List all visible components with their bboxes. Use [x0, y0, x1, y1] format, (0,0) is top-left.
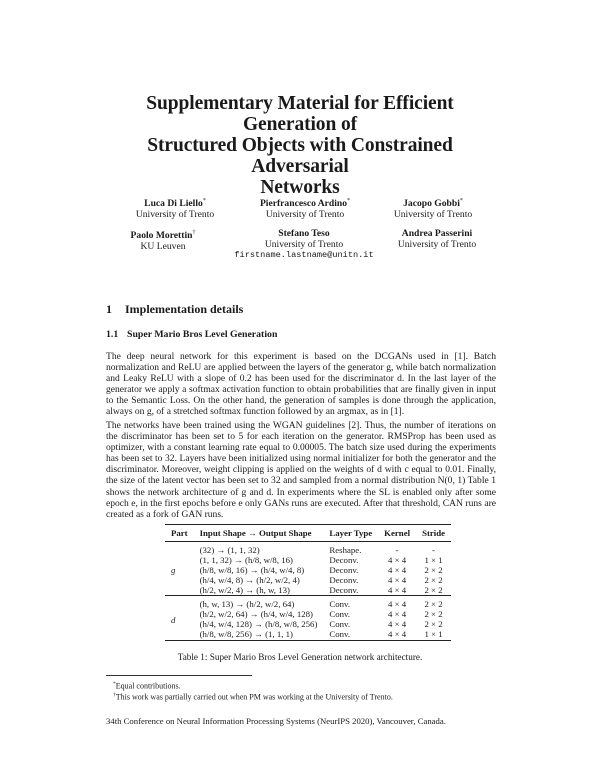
table-row: [165, 629, 451, 641]
table-caption: Table 1: Super Mario Bros Level Generation network architecture.: [177, 652, 423, 662]
footnote-mark: †: [113, 692, 116, 698]
kernel-cell: 4 × 4: [388, 619, 407, 629]
table-row: [165, 609, 451, 619]
author-name: Luca Di Liello: [144, 198, 203, 210]
author-block: [240, 196, 370, 220]
table-row: [165, 555, 451, 565]
paper-title: [100, 93, 500, 198]
author-block: [118, 228, 208, 252]
author-block: [378, 196, 488, 220]
author-email: firstname.lastname@unitn.it: [234, 250, 374, 260]
footnote-text: This work was partially carried out when PM was working at the University of Trento.: [115, 692, 393, 702]
subsection-number: 1.1: [106, 329, 119, 340]
part-cell: g: [171, 565, 176, 575]
paragraph: The networks have been trained using the WGAN guidelines [2]. Thus, the number of iterations on the discriminator has been set to 5 for each iteration on the generator. RMSProp has been used as optimizer, with a constant learning rate equal to 0.00005. The batch size used during the experiments has been set to 32. Layers have been initialized using normal initializer for both the generator and the discriminator. Moreover, weight clipping is applied on the weights of d with c equal to 0.01. Finally, the size of the latent vector has been set to 32 and sampled from a normal distribution N(0, 1) Table 1 shows the network architecture of g and d. In experiments where the SL is enabled only after some epoch e, in the first epochs before e only GANs runs are executed. After that threshold, CAN runs are created as a fork of GAN runs.: [106, 420, 496, 520]
shape-cell: (32) → (1, 1, 32): [199, 545, 260, 555]
footnote-text: Equal contributions.: [115, 681, 181, 691]
stride-cell: -: [432, 545, 436, 555]
kernel-cell: 4 × 4: [378, 629, 416, 641]
subsection-heading: [106, 329, 277, 340]
section-number: 1: [106, 302, 112, 316]
footnote-mark: *: [113, 681, 116, 687]
paragraph: The deep neural network for this experiment is based on the DCGANs used in [1]. Batch normalization and ReLU are applied between the layers of the generator g, while batch normalization and Leaky ReLU with a slope of 0.2 has been used for the discriminator d. In the last layer of the generator we apply a softmax activation function to obtain probabilities that are finally given in input to the Semantic Loss. On the other hand, the generation of samples is done through the application, always on g, of a stretched softmax function followed by an argmax, as in [1].: [106, 351, 496, 418]
stride-cell: 1 × 1: [416, 629, 451, 641]
layer-type-cell: Deconv.: [329, 585, 359, 595]
author-mark: *: [202, 198, 206, 204]
author-name: Jacopo Gobbi: [403, 198, 460, 210]
column-header: Input Shape → Output Shape: [194, 525, 324, 542]
column-header: Stride: [416, 525, 451, 542]
column-header: Layer Type: [323, 525, 378, 542]
shape-cell: (h/2, w/2, 4) → (h, w, 13): [199, 585, 290, 595]
shape-cell: (h/4, w/4, 128) → (h/8, w/8, 256): [199, 619, 318, 629]
section-title: Implementation details: [125, 302, 244, 316]
stride-cell: 2 × 2: [424, 565, 443, 575]
author-name: Andrea Passerini: [401, 228, 473, 239]
column-header: Kernel: [378, 525, 416, 542]
layer-type-cell: Conv.: [329, 609, 351, 619]
shape-cell: (h/2, w/2, 64) → (h/4, w/4, 128): [199, 609, 313, 619]
kernel-cell: -: [395, 545, 399, 555]
author-block: [382, 228, 492, 250]
author-name: Paolo Morettin: [130, 230, 193, 242]
stride-cell: 2 × 2: [424, 585, 443, 595]
table-row: [165, 565, 451, 575]
author-affiliation: KU Leuven: [140, 241, 186, 253]
stride-cell: 2 × 2: [416, 596, 451, 610]
stride-cell: 1 × 1: [424, 555, 443, 565]
author-mark: †: [192, 230, 196, 236]
author-name: Stefano Teso: [278, 228, 330, 239]
layer-type-cell: Reshape.: [329, 545, 362, 555]
author-affiliation: University of Trento: [265, 209, 345, 221]
author-mark: *: [347, 198, 351, 204]
column-header: Part: [165, 525, 194, 542]
author-block: [120, 196, 230, 220]
footnote: [113, 690, 393, 703]
layer-type-cell: Conv.: [323, 629, 378, 641]
shape-cell: (h/8, w/8, 256) → (1, 1, 1): [194, 629, 324, 641]
kernel-cell: 4 × 4: [378, 596, 416, 610]
author-mark: *: [459, 198, 463, 204]
title-line: Supplementary Material for Efficient Generation of: [146, 93, 454, 135]
layer-type-cell: Deconv.: [329, 565, 359, 575]
author-affiliation: University of Trento: [264, 239, 344, 250]
layer-type-cell: Deconv.: [329, 555, 359, 565]
table-row: [165, 585, 451, 596]
shape-cell: (1, 1, 32) → (h/8, w/8, 16): [199, 555, 293, 565]
author-affiliation: University of Trento: [393, 209, 473, 221]
section-heading: [106, 302, 243, 317]
author-name: Pierfrancesco Ardino: [259, 198, 348, 210]
title-line: Networks: [260, 177, 340, 198]
footnote-rule: [106, 675, 252, 676]
table-row: [165, 596, 451, 610]
stride-cell: 2 × 2: [424, 619, 443, 629]
kernel-cell: 4 × 4: [388, 565, 407, 575]
kernel-cell: 4 × 4: [388, 609, 407, 619]
author-block: [214, 228, 394, 261]
author-affiliation: University of Trento: [135, 209, 215, 221]
shape-cell: (h/8, w/8, 16) → (h/4, w/4, 8): [199, 565, 305, 575]
subsection-title: Super Mario Bros Level Generation: [127, 329, 278, 340]
table-row: [165, 542, 451, 556]
conference-footer: 34th Conference on Neural Information Processing Systems (NeurIPS 2020), Vancouver, Canada.: [106, 716, 446, 726]
author-affiliation: University of Trento: [397, 239, 477, 250]
stride-cell: 2 × 2: [424, 609, 443, 619]
shape-cell: (h, w, 13) → (h/2, w/2, 64): [194, 596, 324, 610]
kernel-cell: 4 × 4: [388, 585, 407, 595]
part-cell: d: [165, 596, 194, 641]
kernel-cell: 4 × 4: [388, 555, 407, 565]
stride-cell: 2 × 2: [424, 575, 443, 585]
table-header-row: [165, 525, 451, 542]
shape-cell: (h/4, w/4, 8) → (h/2, w/2, 4): [199, 575, 300, 585]
table-row: [165, 619, 451, 629]
layer-type-cell: Conv.: [329, 619, 351, 629]
table-row: [165, 575, 451, 585]
kernel-cell: 4 × 4: [388, 575, 407, 585]
title-line: Structured Objects with Constrained Adversarial: [147, 135, 453, 177]
layer-type-cell: Deconv.: [329, 575, 359, 585]
architecture-table: [165, 524, 451, 641]
layer-type-cell: Conv.: [323, 596, 378, 610]
